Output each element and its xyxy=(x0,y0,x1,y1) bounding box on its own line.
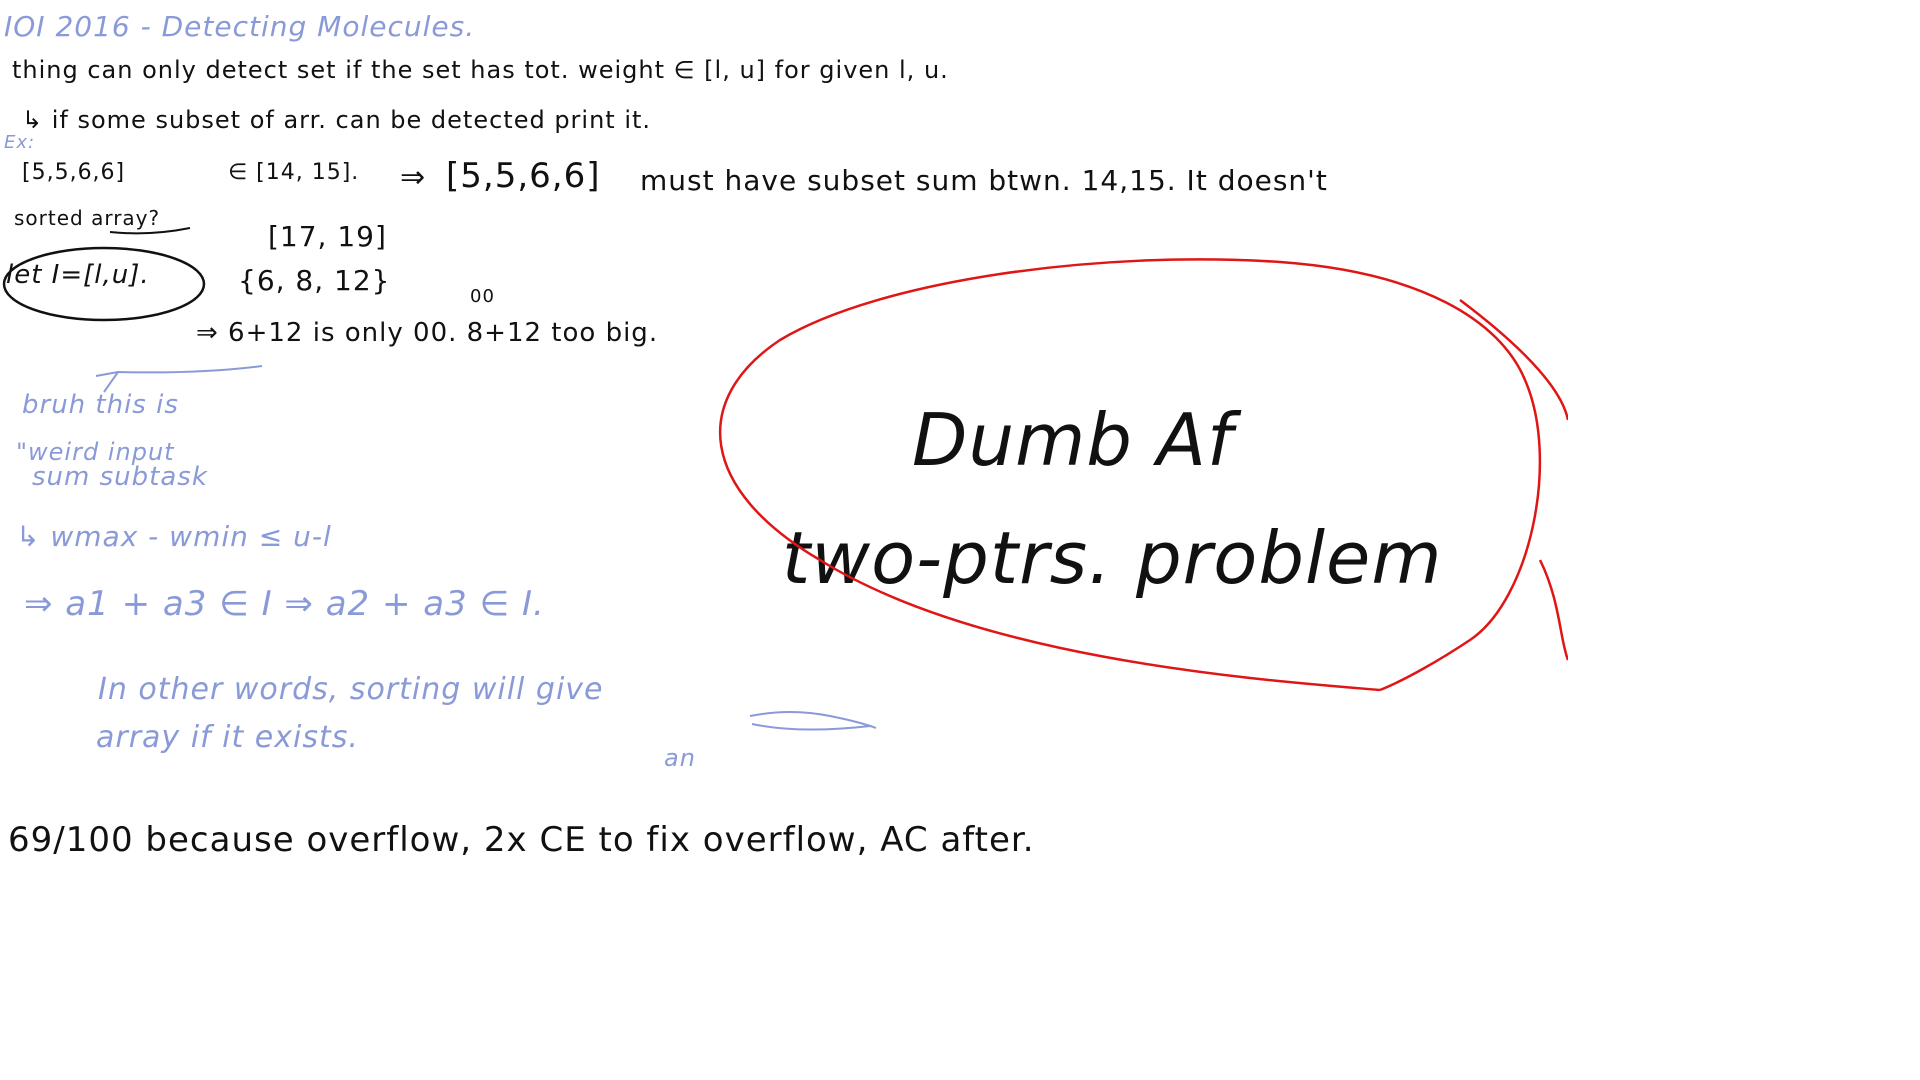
problem-statement-line: thing can only detect set if the set has tot. weight ∈ [l, u] for given l, u. xyxy=(12,56,949,84)
blue-arrow-stroke xyxy=(96,366,262,392)
example-array: [5,5,6,6] xyxy=(22,160,126,185)
blue-note-line: sum subtask xyxy=(32,462,208,492)
notes-title: IOI 2016 - Detecting Molecules. xyxy=(4,10,476,43)
example-implies-arrow: ⇒ xyxy=(400,160,427,195)
sorted-array-question: sorted array? xyxy=(14,206,161,230)
blue-note-line: ↳ wmax - wmin ≤ u-l xyxy=(16,520,332,553)
implies-line: ⇒ 6+12 is only 00. 8+12 too big. xyxy=(196,318,659,348)
blue-scribble-stroke xyxy=(750,712,876,730)
blue-note-line: bruh this is xyxy=(22,390,179,420)
blue-note-line: In other words, sorting will give xyxy=(98,672,604,707)
range-17-19: [17, 19] xyxy=(268,220,387,253)
example-range: ∈ [14, 15]. xyxy=(228,160,360,185)
result-footer-note: 69/100 because overflow, 2x CE to fix overflow, AC after. xyxy=(8,820,1035,860)
problem-subtask-line: ↳ if some subset of arr. can be detected print it. xyxy=(22,106,652,134)
blue-note-line: ⇒ a1 + a3 ∈ I ⇒ a2 + a3 ∈ I. xyxy=(24,584,545,624)
set-6-8-12: {6, 8, 12} xyxy=(238,264,391,297)
blue-note-line: array if it exists. xyxy=(96,720,359,755)
let-i-definition: let I=[l,u]. xyxy=(6,260,150,290)
example-array-large: [5,5,6,6] xyxy=(446,156,601,196)
two-pointers-note: two-ptrs. problem xyxy=(782,516,1443,600)
scribble-00: 00 xyxy=(470,286,495,307)
blue-note-line: "weird input xyxy=(16,438,175,466)
example-explanation: must have subset sum btwn. 14,15. It doesn't xyxy=(640,164,1328,197)
example-label: Ex: xyxy=(4,132,36,153)
blue-note-line: an xyxy=(664,744,696,772)
dumb-af-note: Dumb Af xyxy=(912,398,1234,482)
